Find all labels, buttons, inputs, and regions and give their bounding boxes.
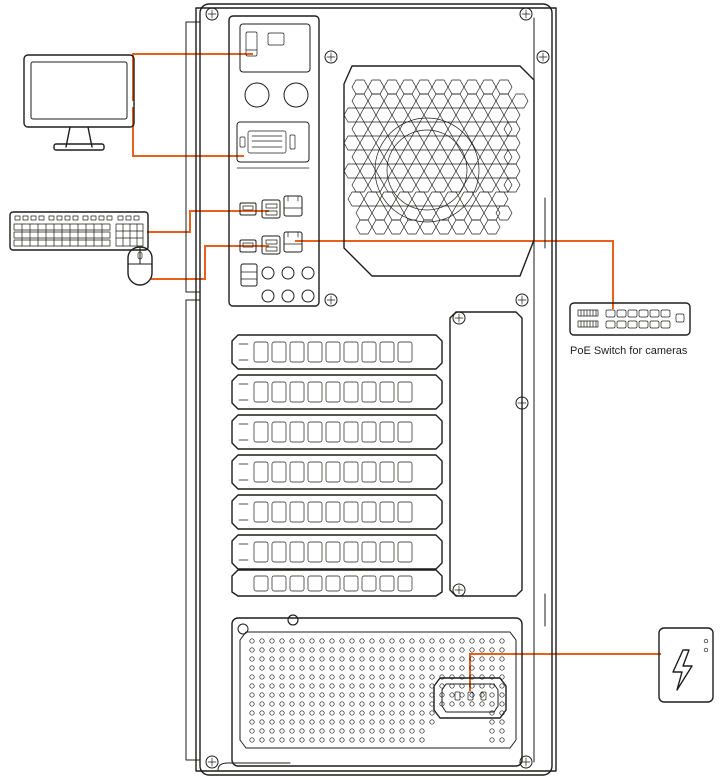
- hdmi-port: [268, 33, 284, 45]
- expansion-slot: [232, 495, 442, 529]
- expansion-slot: [232, 415, 442, 449]
- expansion-slot: [232, 375, 442, 409]
- monitor-device: [24, 55, 134, 150]
- ps2-port: [241, 264, 257, 286]
- connection-lines: [133, 54, 660, 690]
- power-supply-device: [659, 628, 713, 702]
- connection-keyboard-usb: [148, 211, 268, 232]
- connection-mouse-usb: [152, 246, 268, 279]
- connection-ethernet-poeswitch: [296, 241, 613, 308]
- io-panel: [229, 16, 319, 306]
- expansion-slot: [232, 570, 442, 596]
- keyboard-device: [10, 212, 148, 250]
- ethernet-port: [284, 196, 302, 216]
- cpu-fan-grille: [344, 66, 534, 276]
- poe-switch-label: PoE Switch for cameras: [570, 345, 688, 357]
- mouse-device: [128, 247, 152, 285]
- displayport-port: [246, 32, 257, 56]
- vga-ports: [245, 83, 308, 107]
- psu-switch: [288, 615, 298, 625]
- poe-switch-device: [570, 303, 690, 357]
- connection-power-supply: [470, 654, 660, 690]
- pc-tower-rear: [186, 4, 556, 775]
- expansion-slot: [232, 335, 442, 369]
- expansion-slots: [232, 312, 522, 596]
- audio-jacks: [262, 267, 314, 302]
- power-inlet: [434, 678, 506, 718]
- dvi-port: [237, 122, 309, 168]
- connection-monitor-dvi: [133, 108, 243, 156]
- expansion-slot: [232, 535, 442, 569]
- psu-panel: [232, 615, 522, 766]
- psu-grille: [240, 632, 516, 748]
- connection-monitor-displayport: [133, 54, 252, 100]
- expansion-slot: [232, 455, 442, 489]
- usb-port-upper: [240, 200, 280, 218]
